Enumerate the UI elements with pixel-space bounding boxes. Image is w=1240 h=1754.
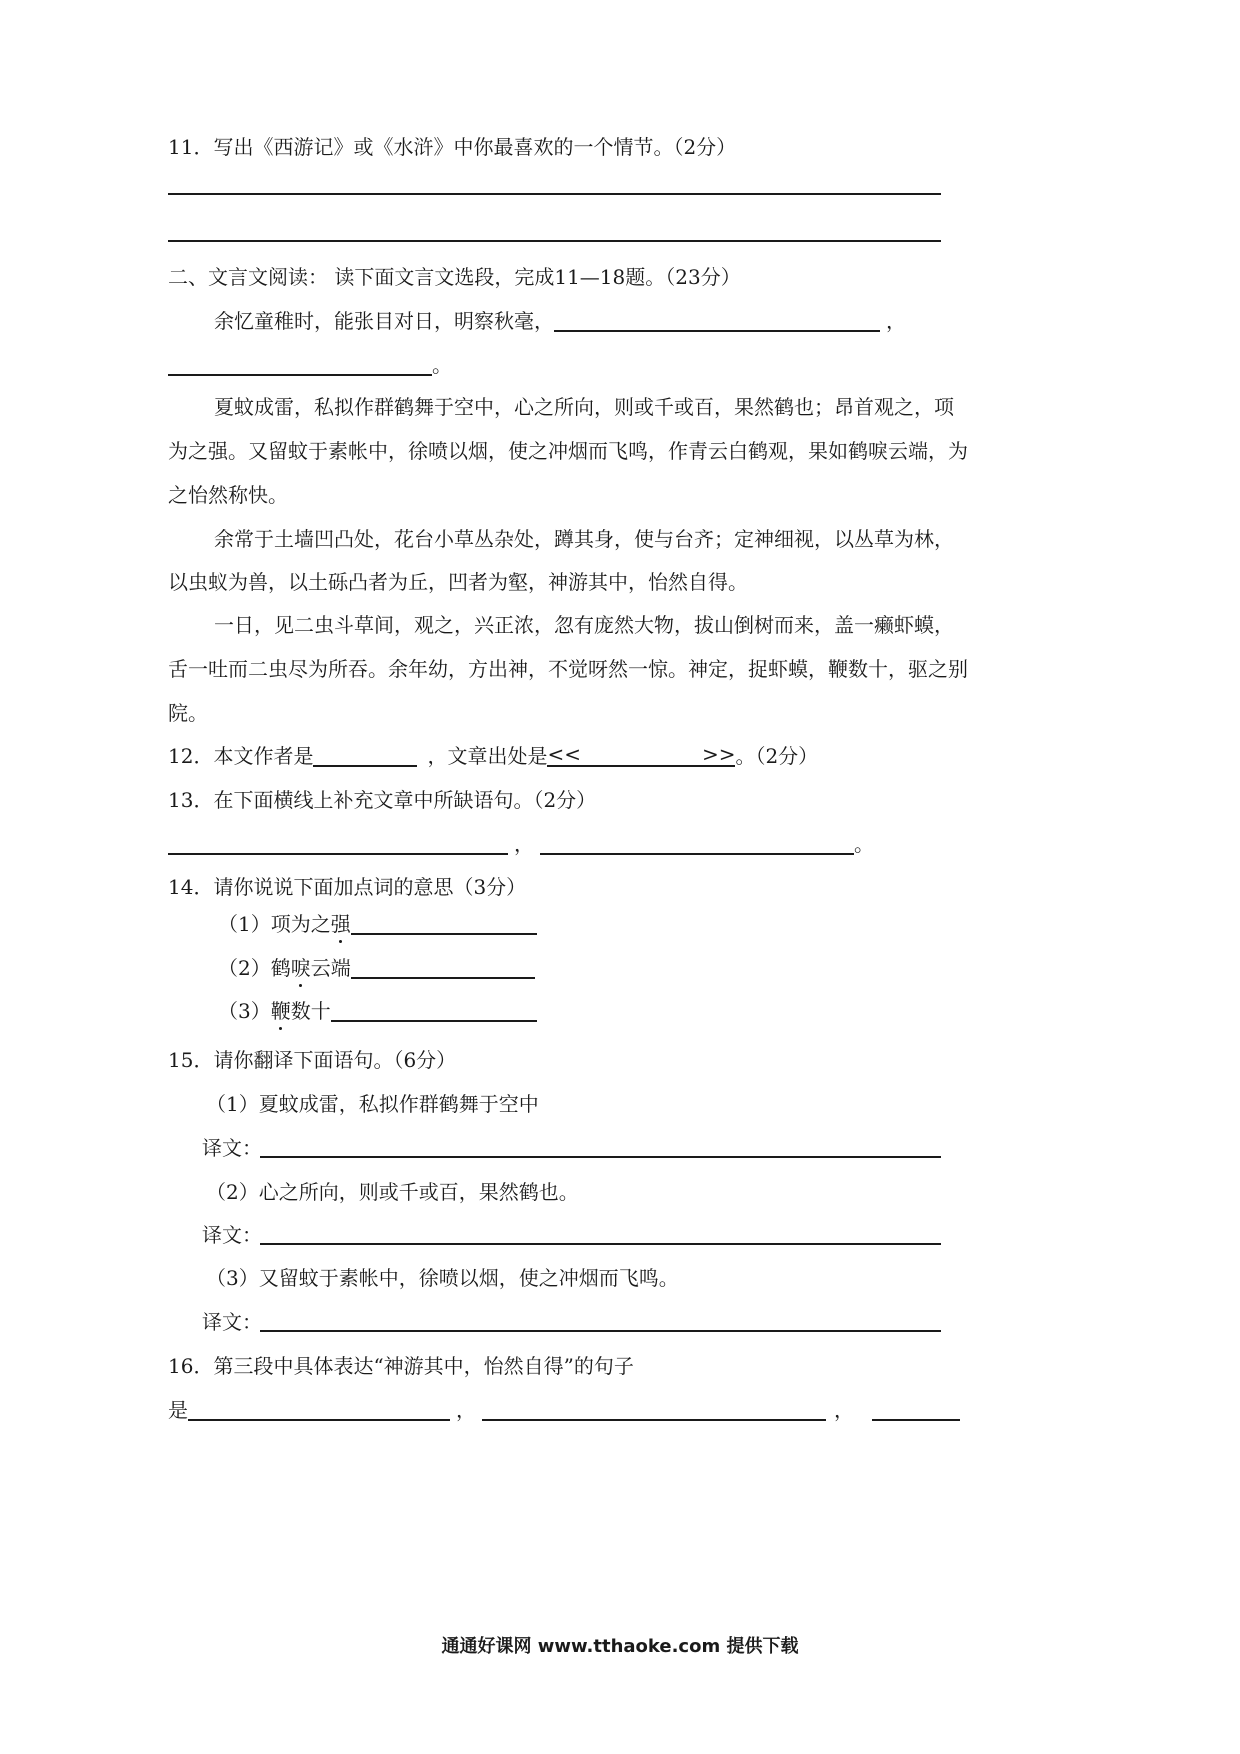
paragraph-4-line: 一日，见二虫斗草间，观之，兴正浓，忽有庞然大物，拔山倒树而来，盖一癞虾蟆， — [214, 613, 954, 637]
fill-blank — [872, 1399, 960, 1421]
answer-line — [260, 1156, 941, 1158]
question-14-item-2 — [218, 955, 535, 981]
question-12-text: 12．本文作者是 — [168, 744, 314, 768]
punctuation: 。 — [432, 353, 452, 377]
paragraph-1-line — [214, 308, 906, 334]
question-12-text: ，文章出处是 — [427, 744, 548, 768]
question-14-item-3 — [218, 998, 537, 1024]
paragraph-3-line: 以虫蚁为兽，以土砾凸者为丘，凹者为壑，神游其中，怡然自得。 — [168, 570, 748, 594]
paragraph-2-line: 夏蚊成雷，私拟作群鹤舞于空中，心之所向，则或千或百，果然鹤也；昂首观之，项 — [214, 395, 954, 419]
question-13-blanks — [168, 831, 874, 857]
question-14: 14．请你说说下面加点词的意思（3分） — [168, 875, 527, 899]
dotted-word: 强 — [330, 912, 351, 936]
item-text: （3） — [218, 999, 271, 1023]
item-text: 云端 — [310, 956, 351, 980]
question-12-text: 。（2分） — [735, 744, 819, 768]
fill-blank — [168, 833, 508, 855]
punctuation: 。 — [854, 832, 874, 856]
answer-line — [168, 193, 941, 195]
answer-line — [260, 1243, 941, 1245]
punctuation: ， — [834, 1398, 854, 1422]
question-16: 16．第三段中具体表达“神游其中，怡然自得”的句子 — [168, 1354, 634, 1378]
item-text: （1）项为之 — [218, 912, 331, 936]
fill-blank — [351, 957, 535, 979]
fill-blank — [482, 1399, 826, 1421]
punctuation: ， — [886, 309, 906, 333]
punctuation: ， — [514, 832, 534, 856]
item-text: （2）鹤 — [218, 956, 291, 980]
fill-blank — [331, 1000, 537, 1022]
question-14-item-1 — [218, 911, 537, 937]
translation-label: 译文： — [202, 1310, 262, 1334]
translate-sentence-1: （1）夏蚊成雷，私拟作群鹤舞于空中 — [206, 1092, 539, 1116]
paragraph-1-text: 余忆童稚时，能张目对日，明察秋毫， — [214, 309, 554, 333]
footer-credit: 通通好课网 www.tthaoke.com 提供下载 — [441, 1636, 799, 1657]
fill-blank — [168, 354, 432, 376]
section-title: 二、文言文阅读： 读下面文言文选段，完成11—18题。（23分） — [168, 265, 741, 289]
translate-sentence-2: （2）心之所向，则或千或百，果然鹤也。 — [206, 1180, 579, 1204]
translate-sentence-3: （3）又留蚊于素帐中，徐喷以烟，使之冲烟而飞鸣。 — [206, 1266, 679, 1290]
fill-blank — [554, 310, 880, 332]
question-12 — [168, 743, 818, 769]
book-mark-close: >> — [701, 742, 736, 766]
answer-line — [168, 240, 941, 242]
answer-line — [260, 1330, 941, 1332]
source-blank — [547, 742, 736, 767]
paragraph-2-line: 之怡然称快。 — [168, 483, 288, 507]
question-11: 11．写出《西游记》或《水浒》中你最喜欢的一个情节。（2分） — [168, 135, 737, 159]
question-15: 15．请你翻译下面语句。（6分） — [168, 1048, 457, 1072]
item-text: 数十 — [290, 999, 331, 1023]
fill-blank — [540, 833, 854, 855]
paragraph-4-line: 舌一吐而二虫尽为所吞。余年幼，方出神，不觉呀然一惊。神定，捉虾蟆，鞭数十，驱之别 — [168, 657, 968, 681]
translation-label: 译文： — [202, 1223, 262, 1247]
question-16-blanks — [168, 1397, 960, 1423]
fill-blank — [313, 745, 417, 767]
dotted-word: 鞭 — [270, 999, 291, 1023]
book-mark-open: << — [547, 742, 581, 766]
fill-blank — [351, 913, 537, 935]
punctuation: ， — [456, 1398, 476, 1422]
paragraph-4-line: 院。 — [168, 701, 208, 725]
question-13: 13．在下面横线上补充文章中所缺语句。（2分） — [168, 788, 597, 812]
question-16-text: 是 — [168, 1398, 188, 1422]
translation-label: 译文： — [202, 1136, 262, 1160]
dotted-word: 唳 — [290, 956, 311, 980]
fill-blank — [188, 1399, 450, 1421]
paragraph-3-line: 余常于土墙凹凸处，花台小草丛杂处，蹲其身，使与台齐；定神细视，以丛草为林， — [214, 527, 954, 551]
paragraph-1-line-2 — [168, 352, 452, 378]
paragraph-2-line: 为之强。又留蚊于素帐中，徐喷以烟，使之冲烟而飞鸣，作青云白鹤观，果如鹤唳云端，为 — [168, 439, 968, 463]
